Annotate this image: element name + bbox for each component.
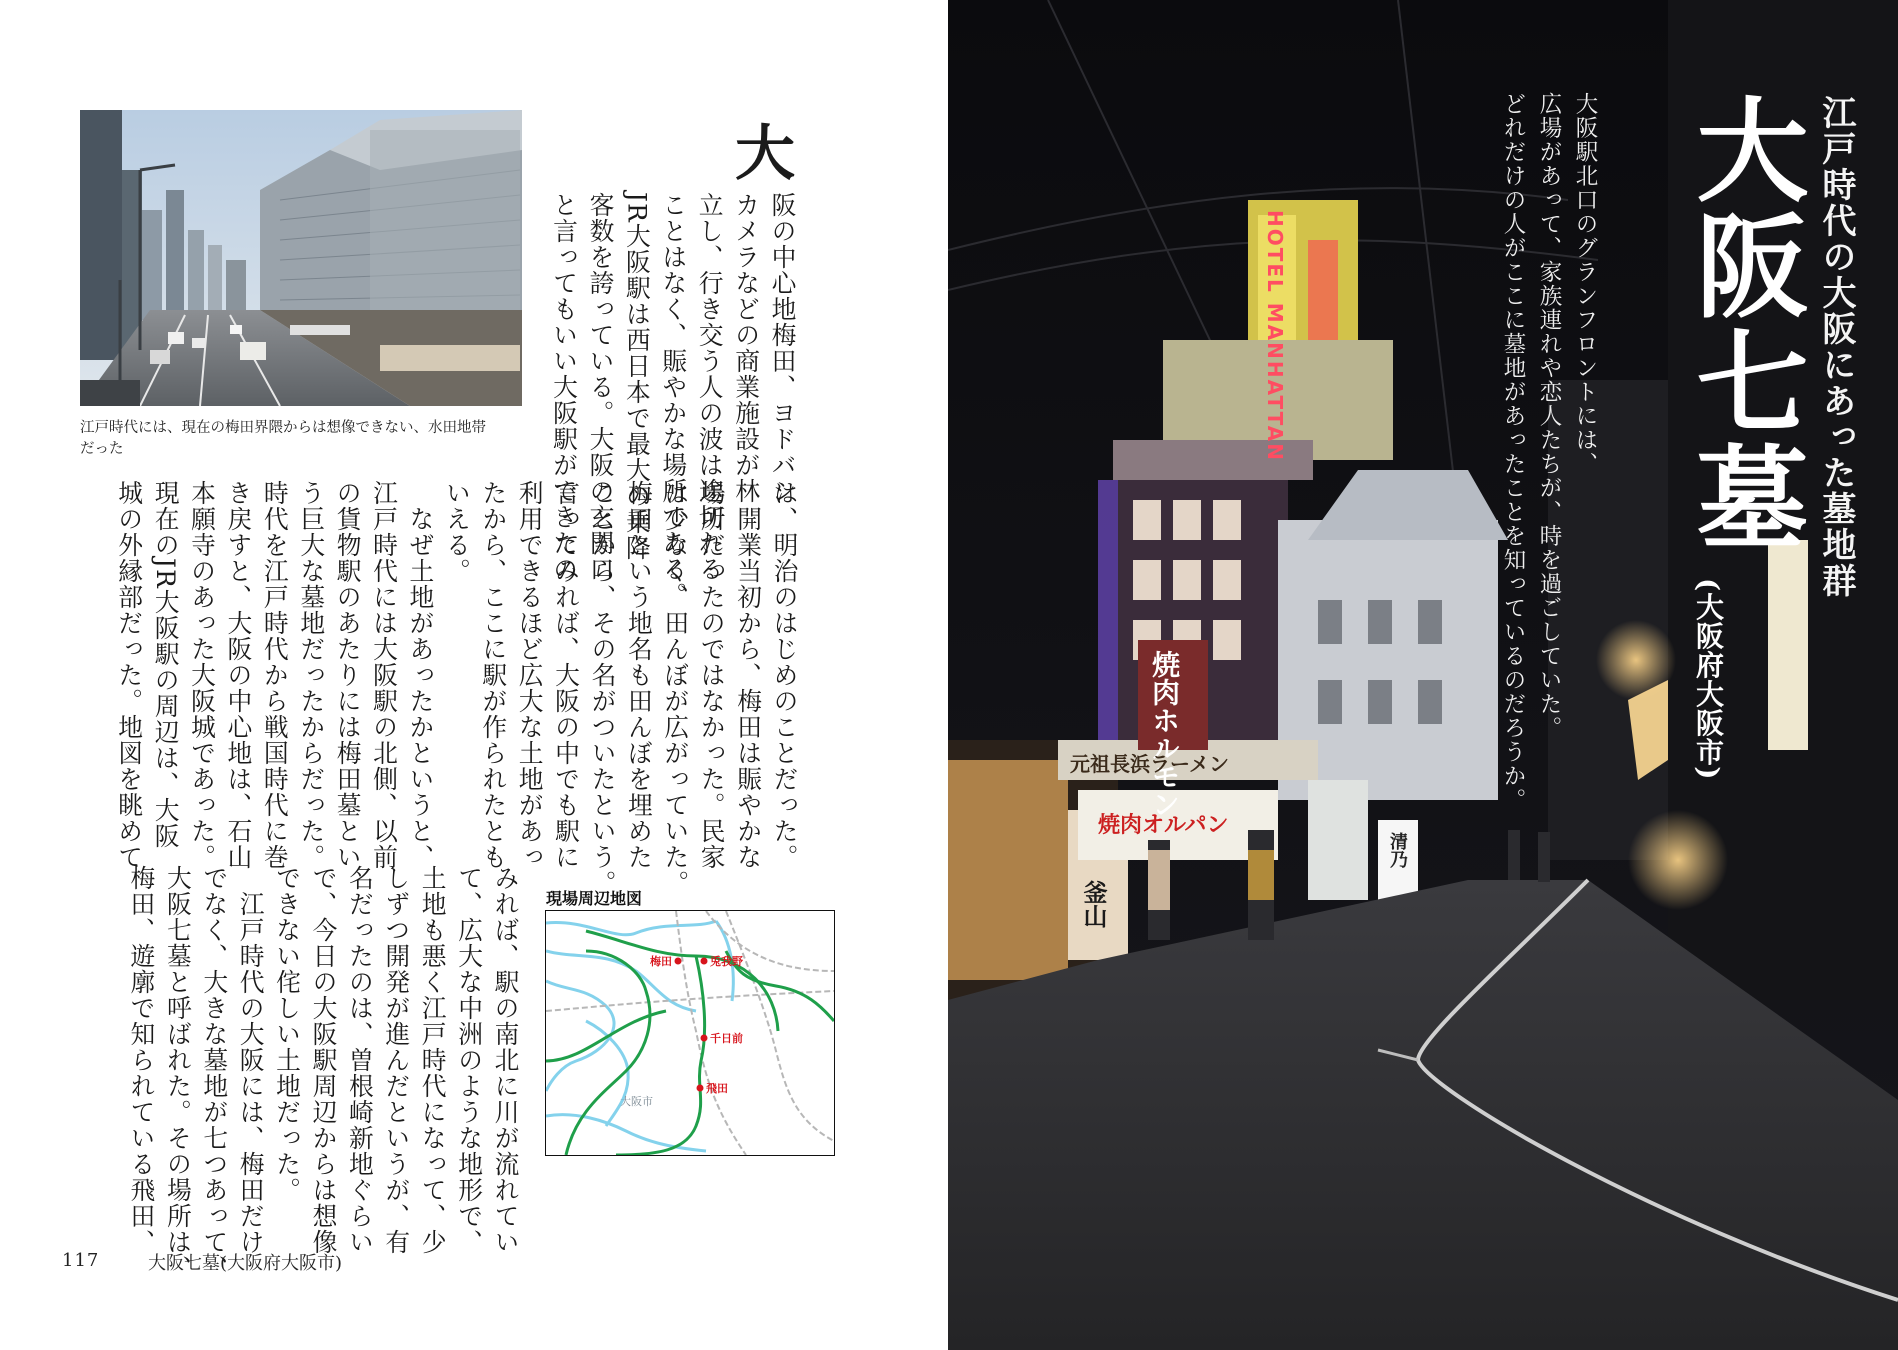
- kamayama-sign: 釜山: [1079, 880, 1108, 928]
- map-label-tobita: 飛田: [706, 1082, 728, 1095]
- hotel-sign: HOTEL MANHATTAN: [1263, 210, 1287, 462]
- map-label-sennichimae: 千日前: [710, 1032, 743, 1045]
- shop-sign: 焼肉オルパン: [1098, 812, 1229, 838]
- article-place: (大阪府大阪市): [1692, 578, 1725, 781]
- ramen-sign: 元祖長浜ラーメン: [1070, 752, 1229, 776]
- map-label-umeda: 梅田: [650, 955, 672, 968]
- umeda-street-photo: [80, 110, 522, 406]
- umeda-street-illustration: [80, 110, 522, 406]
- article-place-wrap: [1680, 578, 1730, 798]
- running-title: 大阪七墓(大阪府大阪市): [148, 1253, 343, 1274]
- left-page: [0, 0, 948, 1350]
- article-subtitle: 江戸時代の大阪にあった墓地群: [1816, 95, 1856, 599]
- map-title: 現場周辺地図: [546, 889, 643, 908]
- article-lead: 大阪駅北口のグランフロントには、 広場があって、家族連れや恋人たちが、時を過ごしていた。 どれだけの人がここに墓地があったことを知っているのだろうか。: [1500, 92, 1598, 812]
- article-title: 大阪七墓: [1678, 92, 1809, 556]
- map-label-tobikano: 兎我野: [710, 955, 743, 968]
- page-number: 117: [62, 1250, 100, 1271]
- yakiniku-sign: 焼肉ホルモン: [1148, 650, 1181, 818]
- area-map: [545, 910, 835, 1156]
- drop-cap: 大: [735, 119, 795, 189]
- map-label-osaka-city: 大阪市: [620, 1095, 653, 1108]
- body-text-bottom: みれば、駅の南北に川が流れてい て、広大な中洲のような地形で、 土地も悪く江戸時代になって、少 しずつ開発が進んだというが、有 名だったのは、曽根崎新地ぐらい で、今日の大阪駅周辺からは想像 できない侘しい土地だった。 江戸時代の大阪には、梅田だけ でなく、大きな墓地が七つあって、 大阪七墓と呼ばれた。その場所は、 梅田、遊廓で知られている飛田、: [126, 865, 520, 1281]
- right-page-photo: [948, 0, 1898, 1350]
- photo-caption: 江戸時代には、現在の梅田界隈からは想像できない、水田地帯 だった: [80, 420, 486, 457]
- area-map-drawing: [546, 911, 834, 1155]
- seino-sign: 清乃: [1387, 832, 1408, 868]
- body-text-middle: は、明治のはじめのことだった。 開業当初から、梅田は賑やかな 場所だったのではなかった。民家 は少なく、田んぼが広がっていた。 梅田という地名も田んぼを埋めた ことから、その名がついたという。 言ってみれば、大阪の中でも駅に 利用できるほど広大な土地があっ たから、ここに駅が作られたとも いえる。 なぜ土地があったかというと、 江戸時代には大阪駅の北側、以前 の貨物駅のあたりには梅田墓とい う巨大な墓地だったからだった。 時代を江戸時代から戦国時代に巻 き戻すと、大阪の中心地は、石山 本願寺のあった大阪城であった。 現在のJR大阪駅の周辺は、大阪 城の外縁部だった。地図を眺めて: [114, 480, 799, 896]
- body-text-upper: 阪の中心地梅田、ヨドバシ カメラなどの商業施設が林 立し、行き交う人の波は途切れる ことはなく、賑やかな場所である。 JR大阪駅は西日本で最大の乗降 客数を誇っている。大阪の玄関口 と言ってもいい大阪駅ができたの: [549, 192, 797, 608]
